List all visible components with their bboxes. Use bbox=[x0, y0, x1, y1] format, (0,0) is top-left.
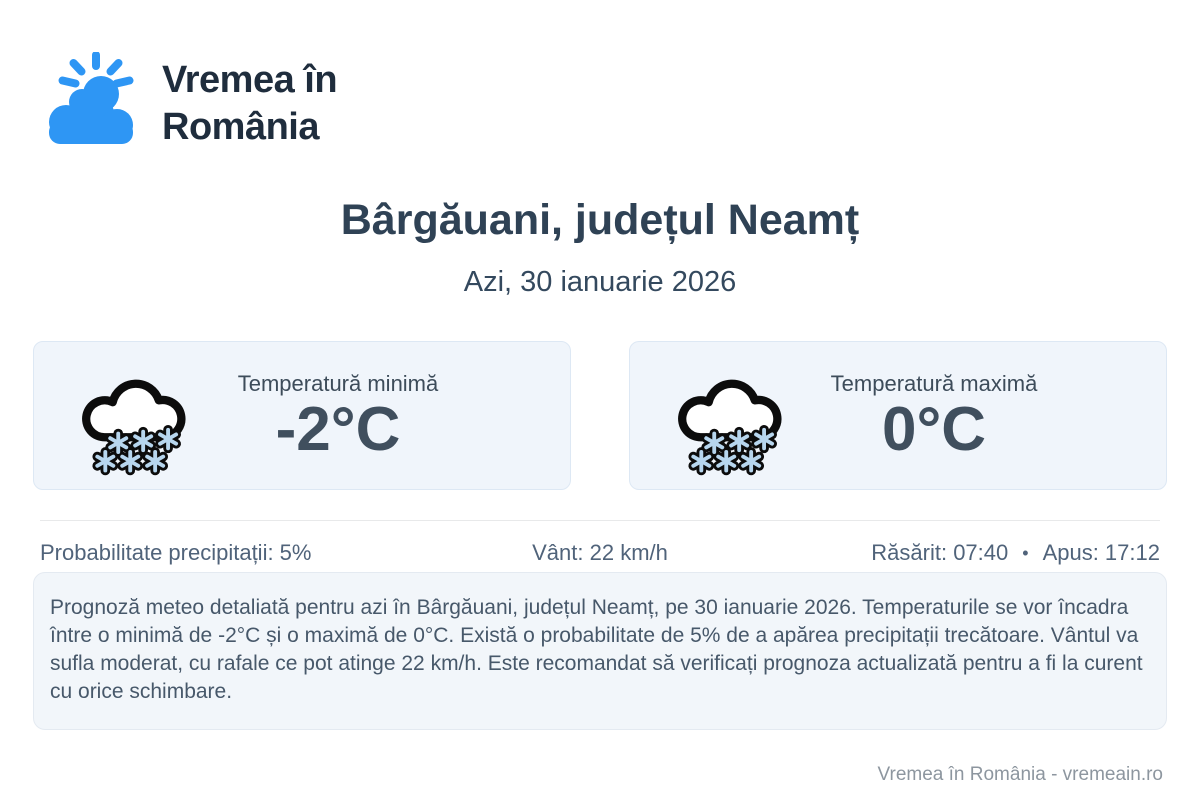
footer-credit: Vremea în România - vremeain.ro bbox=[877, 764, 1163, 785]
stats-row bbox=[40, 540, 1160, 566]
forecast-box bbox=[33, 572, 1167, 730]
max-temperature-label: Temperatură maximă bbox=[830, 370, 1038, 396]
max-temperature-value: 0°C bbox=[881, 394, 987, 464]
brand-title-line1: Vremea în bbox=[162, 59, 338, 102]
bullet-separator: • bbox=[1022, 542, 1029, 563]
precipitation-stat: Probabilitate precipitații: 5% bbox=[40, 540, 312, 565]
max-temperature-card bbox=[629, 341, 1167, 490]
sunrise-stat: Răsărit: 07:40 bbox=[871, 540, 1009, 565]
date-subtitle: Azi, 30 ianuarie 2026 bbox=[463, 266, 737, 298]
snow-cloud-icon bbox=[72, 356, 194, 476]
max-temperature-body bbox=[790, 370, 1166, 464]
min-temperature-value: -2°C bbox=[275, 394, 401, 464]
stats-divider bbox=[40, 520, 1160, 521]
temperature-cards bbox=[33, 341, 1167, 490]
min-temperature-label: Temperatură minimă bbox=[237, 370, 439, 396]
brand bbox=[38, 52, 337, 156]
sunset-stat: Apus: 17:12 bbox=[1042, 540, 1160, 565]
forecast-text: Prognoză meteo detaliată pentru azi în Bârgăuani, județul Neamț, pe 30 ianuarie 2026. Temperaturile se vor încadra între o minimă de -2°C și o maximă de 0°C. Există o probabilitate de 5% de a apărea precipitații trecătoare. Vântul va sufla moderat, cu rafale ce pot atinge 22 km/h. Este recomandat să verificați prognoza actualizată pentru a fi la curent cu orice schimbare. bbox=[50, 596, 1143, 703]
sun-times-stat bbox=[871, 540, 1160, 566]
page-title: Bârgăuani, județul Neamț bbox=[340, 196, 860, 244]
brand-title bbox=[162, 57, 337, 150]
min-temperature-body bbox=[194, 370, 570, 464]
wind-stat: Vânt: 22 km/h bbox=[532, 540, 668, 565]
sun-cloud-logo-icon bbox=[38, 52, 142, 156]
brand-title-line2: România bbox=[162, 106, 319, 148]
snow-cloud-icon bbox=[668, 356, 790, 476]
min-temperature-card bbox=[33, 341, 571, 490]
